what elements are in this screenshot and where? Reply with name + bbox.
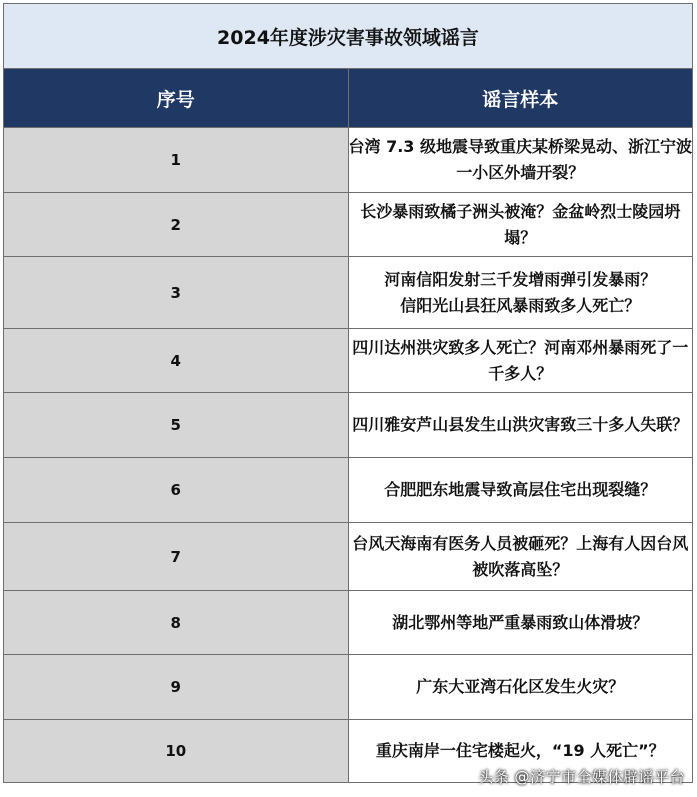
table-row [4, 393, 693, 458]
row-number: 5 [4, 393, 349, 458]
rumor-text: 河南信阳发射三千发增雨弹引发暴雨？ 信阳光山县狂风暴雨致多人死亡？ [348, 257, 693, 329]
table-row [4, 523, 693, 591]
header-sample: 谣言样本 [348, 69, 693, 128]
rumor-text: 四川达州洪灾致多人死亡？河南邓州暴雨死了一千多人？ [348, 329, 693, 393]
table-row [4, 329, 693, 393]
table-row [4, 257, 693, 329]
row-number: 9 [4, 655, 349, 720]
rumor-text: 台风天海南有医务人员被砸死？上海有人因台风被吹落高坠？ [348, 523, 693, 591]
rumor-text: 台湾 7.3 级地震导致重庆某桥梁晃动、浙江宁波一小区外墙开裂？ [348, 128, 693, 193]
row-number: 2 [4, 193, 349, 257]
rumor-text: 长沙暴雨致橘子洲头被淹？金盆岭烈士陵园坍塌？ [348, 193, 693, 257]
rumor-text: 合肥肥东地震导致高层住宅出现裂缝？ [348, 458, 693, 523]
table-row [4, 458, 693, 523]
row-number: 4 [4, 329, 349, 393]
table-row [4, 193, 693, 257]
row-number: 7 [4, 523, 349, 591]
row-number: 6 [4, 458, 349, 523]
table-title: 2024年度涉灾害事故领域谣言 [4, 4, 693, 69]
rumor-text: 广东大亚湾石化区发生火灾？ [348, 655, 693, 720]
row-number: 8 [4, 591, 349, 655]
row-number: 3 [4, 257, 349, 329]
source-watermark: 头条 @济宁市全媒体辟谣平台 [478, 768, 685, 786]
rumor-table [3, 3, 693, 783]
table-row [4, 591, 693, 655]
table-row [4, 655, 693, 720]
table-row [4, 128, 693, 193]
rumor-text: 四川雅安芦山县发生山洪灾害致三十多人失联？ [348, 393, 693, 458]
row-number: 1 [4, 128, 349, 193]
header-index: 序号 [4, 69, 349, 128]
rumor-text: 湖北鄂州等地严重暴雨致山体滑坡？ [348, 591, 693, 655]
rumor-text: 重庆南岸一住宅楼起火，“19 人死亡”？ [348, 720, 693, 783]
row-number: 10 [4, 720, 349, 783]
